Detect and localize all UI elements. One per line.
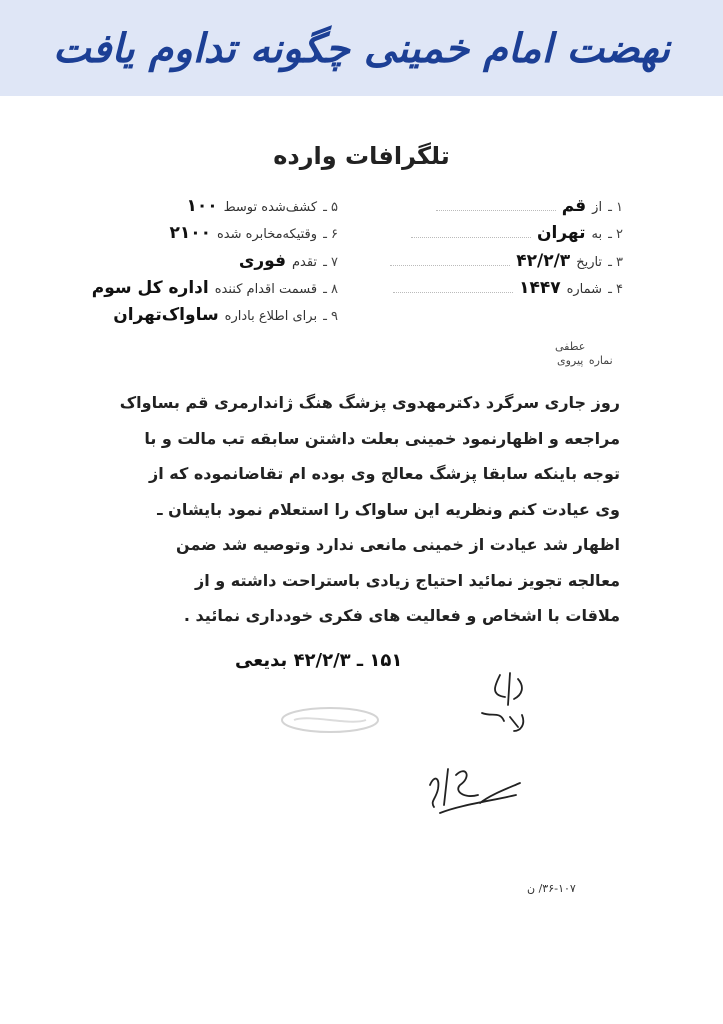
reference-names <box>555 340 585 368</box>
document-heading: تلگرافات وارده <box>273 142 450 170</box>
dotted-line <box>390 264 510 266</box>
field-number: ۸ ـ <box>323 282 338 297</box>
telegram-body <box>110 385 620 634</box>
field-number: ۲ ـ <box>608 227 623 242</box>
body-line: وی عیادت کنم ونظریه این ساواک را استعلام نمود بایشان ـ <box>157 499 620 519</box>
body-line: توجه باینکه سابقا پزشگ معالج وی بوده ام تقاضانموده که از <box>148 464 620 483</box>
field-acting-section <box>92 278 338 298</box>
reference-name: عطفی <box>555 340 586 353</box>
field-value: فوری <box>238 251 286 271</box>
field-number: ۵ ـ <box>323 200 338 215</box>
body-line: ملاقات با اشخاص و فعالیت های فکری خودداری نمائید . <box>183 606 620 625</box>
archive-code: ۳۶-۱۰۷/ ن <box>527 882 576 895</box>
field-number: ۴ ـ <box>608 282 623 297</box>
field-number-ref <box>393 278 623 298</box>
footer-reference: ۱۵۱ ـ ۴۲/۲/۳ بدیعی <box>235 650 403 671</box>
body-line: روز جاری سرگرد دکترمهدوی پزشگ هنگ ژاندارمری قم بساواک <box>119 393 620 412</box>
field-label: به <box>591 227 603 242</box>
field-number: ۳ ـ <box>608 255 623 270</box>
banner-title: نهضت امام خمینی چگونه تداوم یافت <box>52 24 671 72</box>
field-number: ۹ ـ <box>323 309 338 324</box>
dotted-line <box>436 209 556 211</box>
page-banner <box>0 0 723 96</box>
field-from <box>436 196 623 216</box>
dotted-line <box>411 236 531 238</box>
field-label: از <box>592 200 603 215</box>
field-value: ۱۴۴۷ <box>519 278 561 298</box>
field-label: تاریخ <box>576 255 603 270</box>
field-value: اداره کل سوم <box>91 278 209 298</box>
body-line: مراجعه و اظهارنمود خمینی بعلت داشتن سابقه تب مالت و با <box>144 428 620 448</box>
reference-block <box>555 340 613 368</box>
field-number: ۱ ـ <box>608 200 623 215</box>
field-label: شماره <box>566 282 603 297</box>
reference-label: نماره <box>588 354 613 367</box>
field-label: کشف‌شده توسط <box>223 200 318 215</box>
handwritten-signature-top <box>470 665 550 745</box>
field-priority <box>239 251 338 271</box>
field-value: ۱۰۰ <box>186 196 218 216</box>
field-number: ۷ ـ <box>323 255 338 270</box>
handwritten-signature-bottom <box>420 755 530 825</box>
field-number: ۶ ـ <box>323 227 338 242</box>
field-label: قسمت اقدام کننده <box>214 282 318 297</box>
field-value: تهران <box>536 223 586 243</box>
field-date <box>390 251 623 271</box>
reference-name: پیروی <box>556 354 584 367</box>
field-value: ۴۲/۲/۳ <box>516 251 571 271</box>
field-value: ساواک‌تهران <box>113 305 219 325</box>
field-value: ۲۱۰۰ <box>169 223 211 243</box>
field-label: برای اطلاع باداره <box>224 309 318 324</box>
field-to <box>411 223 623 243</box>
dotted-line <box>393 291 513 293</box>
field-transmitted-time <box>169 223 338 243</box>
field-for-information <box>113 305 338 325</box>
body-line: اظهار شد عیادت از خمینی مانعی ندارد وتوصیه شد ضمن <box>176 535 620 554</box>
faded-stamp <box>270 700 390 740</box>
field-label: وقتیکه‌مخابره شده <box>216 227 318 242</box>
field-decoded-by <box>186 196 338 216</box>
body-line: معالجه تجویز نمائید احتیاج زیادی باستراحت داشته و از <box>194 570 620 590</box>
field-label: تقدم <box>291 255 318 270</box>
field-value: قم <box>561 196 587 216</box>
